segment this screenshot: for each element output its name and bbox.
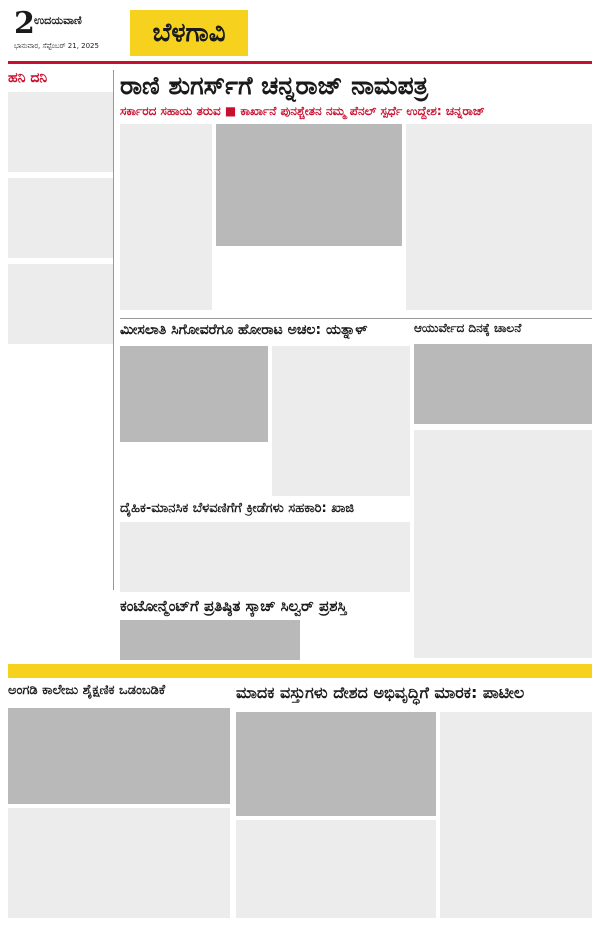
section-banner: ಬೆಳಗಾವಿ bbox=[130, 10, 248, 56]
article-body bbox=[414, 430, 592, 658]
headline-5: ಕಂಟೋನ್ಮೆಂಟ್‌ಗೆ ಪ್ರತಿಷ್ಠಿತ ಸ್ಕಾಚ್ ಸಿಲ್ವರ್ ಪ್ರಶಸ್ತಿ bbox=[120, 597, 347, 615]
article-photo bbox=[236, 712, 436, 816]
headline-2: ಮೀಸಲಾತಿ ಸಿಗೋವರೆಗೂ ಹೋರಾಟ ಅಚಲ: ಯತ್ನಾಳ್ bbox=[120, 322, 368, 338]
sidebar-text-block bbox=[8, 264, 113, 344]
masthead bbox=[8, 6, 592, 64]
article-photo bbox=[120, 346, 268, 442]
article-body bbox=[236, 820, 436, 918]
article-photo bbox=[216, 124, 402, 246]
article-photo bbox=[8, 708, 230, 804]
article-body bbox=[8, 808, 230, 918]
page-number: 2 bbox=[14, 6, 35, 41]
dateline: ಭಾನುವಾರ, ಸೆಪ್ಟೆಂಬರ್ 21, 2025 bbox=[14, 42, 99, 50]
article-photo bbox=[120, 620, 300, 660]
headline-4: ದೈಹಿಕ-ಮಾನಸಿಕ ಬೆಳವಣಿಗೆಗೆ ಕ್ರೀಡೆಗಳು ಸಹಕಾರಿ: ಖಾಜಿ bbox=[120, 501, 355, 516]
paper-name: ಉದಯವಾಣಿ bbox=[34, 14, 82, 27]
headline-7: ಮಾದಕ ವಸ್ತುಗಳು ದೇಶದ ಅಭಿವೃದ್ಧಿಗೆ ಮಾರಕ: ಪಾಟೀಲ bbox=[236, 683, 525, 702]
campaign-strip bbox=[8, 664, 592, 678]
article-photo bbox=[414, 344, 592, 424]
article-body bbox=[440, 712, 592, 918]
sidebar-text-block bbox=[8, 92, 113, 172]
sidebar-text-block bbox=[8, 178, 113, 258]
sidebar-column bbox=[8, 70, 114, 590]
sidebar-brand: ಹನಿ ದನಿ bbox=[8, 70, 48, 86]
headline-6: ಅಂಗಡಿ ಕಾಲೇಜು ಶೈಕ್ಷಣಿಕ ಒಡಂಬಡಿಕೆ bbox=[8, 683, 166, 698]
article-body bbox=[406, 124, 592, 310]
headline-3: ಆಯುರ್ವೇದ ದಿನಕ್ಕೆ ಚಾಲನೆ bbox=[414, 321, 522, 335]
article-body bbox=[272, 346, 410, 496]
column-rule bbox=[120, 318, 592, 319]
lead-headline: ರಾಣಿ ಶುಗರ್ಸ್‌ಗೆ ಚನ್ನರಾಜ್ ನಾಮಪತ್ರ bbox=[120, 71, 429, 100]
article-body bbox=[120, 522, 410, 592]
lead-deck: ಸರ್ಕಾರದ ಸಹಾಯ ತರುವ ■ ಕಾರ್ಖಾನೆ ಪುನಶ್ಚೇತನ ನಮ್ಮ ಪೆನಲ್ ಸ್ಪರ್ಧೆ ಉದ್ದೇಶ: ಚನ್ನರಾಜ್ bbox=[120, 104, 485, 118]
article-body bbox=[120, 124, 212, 310]
